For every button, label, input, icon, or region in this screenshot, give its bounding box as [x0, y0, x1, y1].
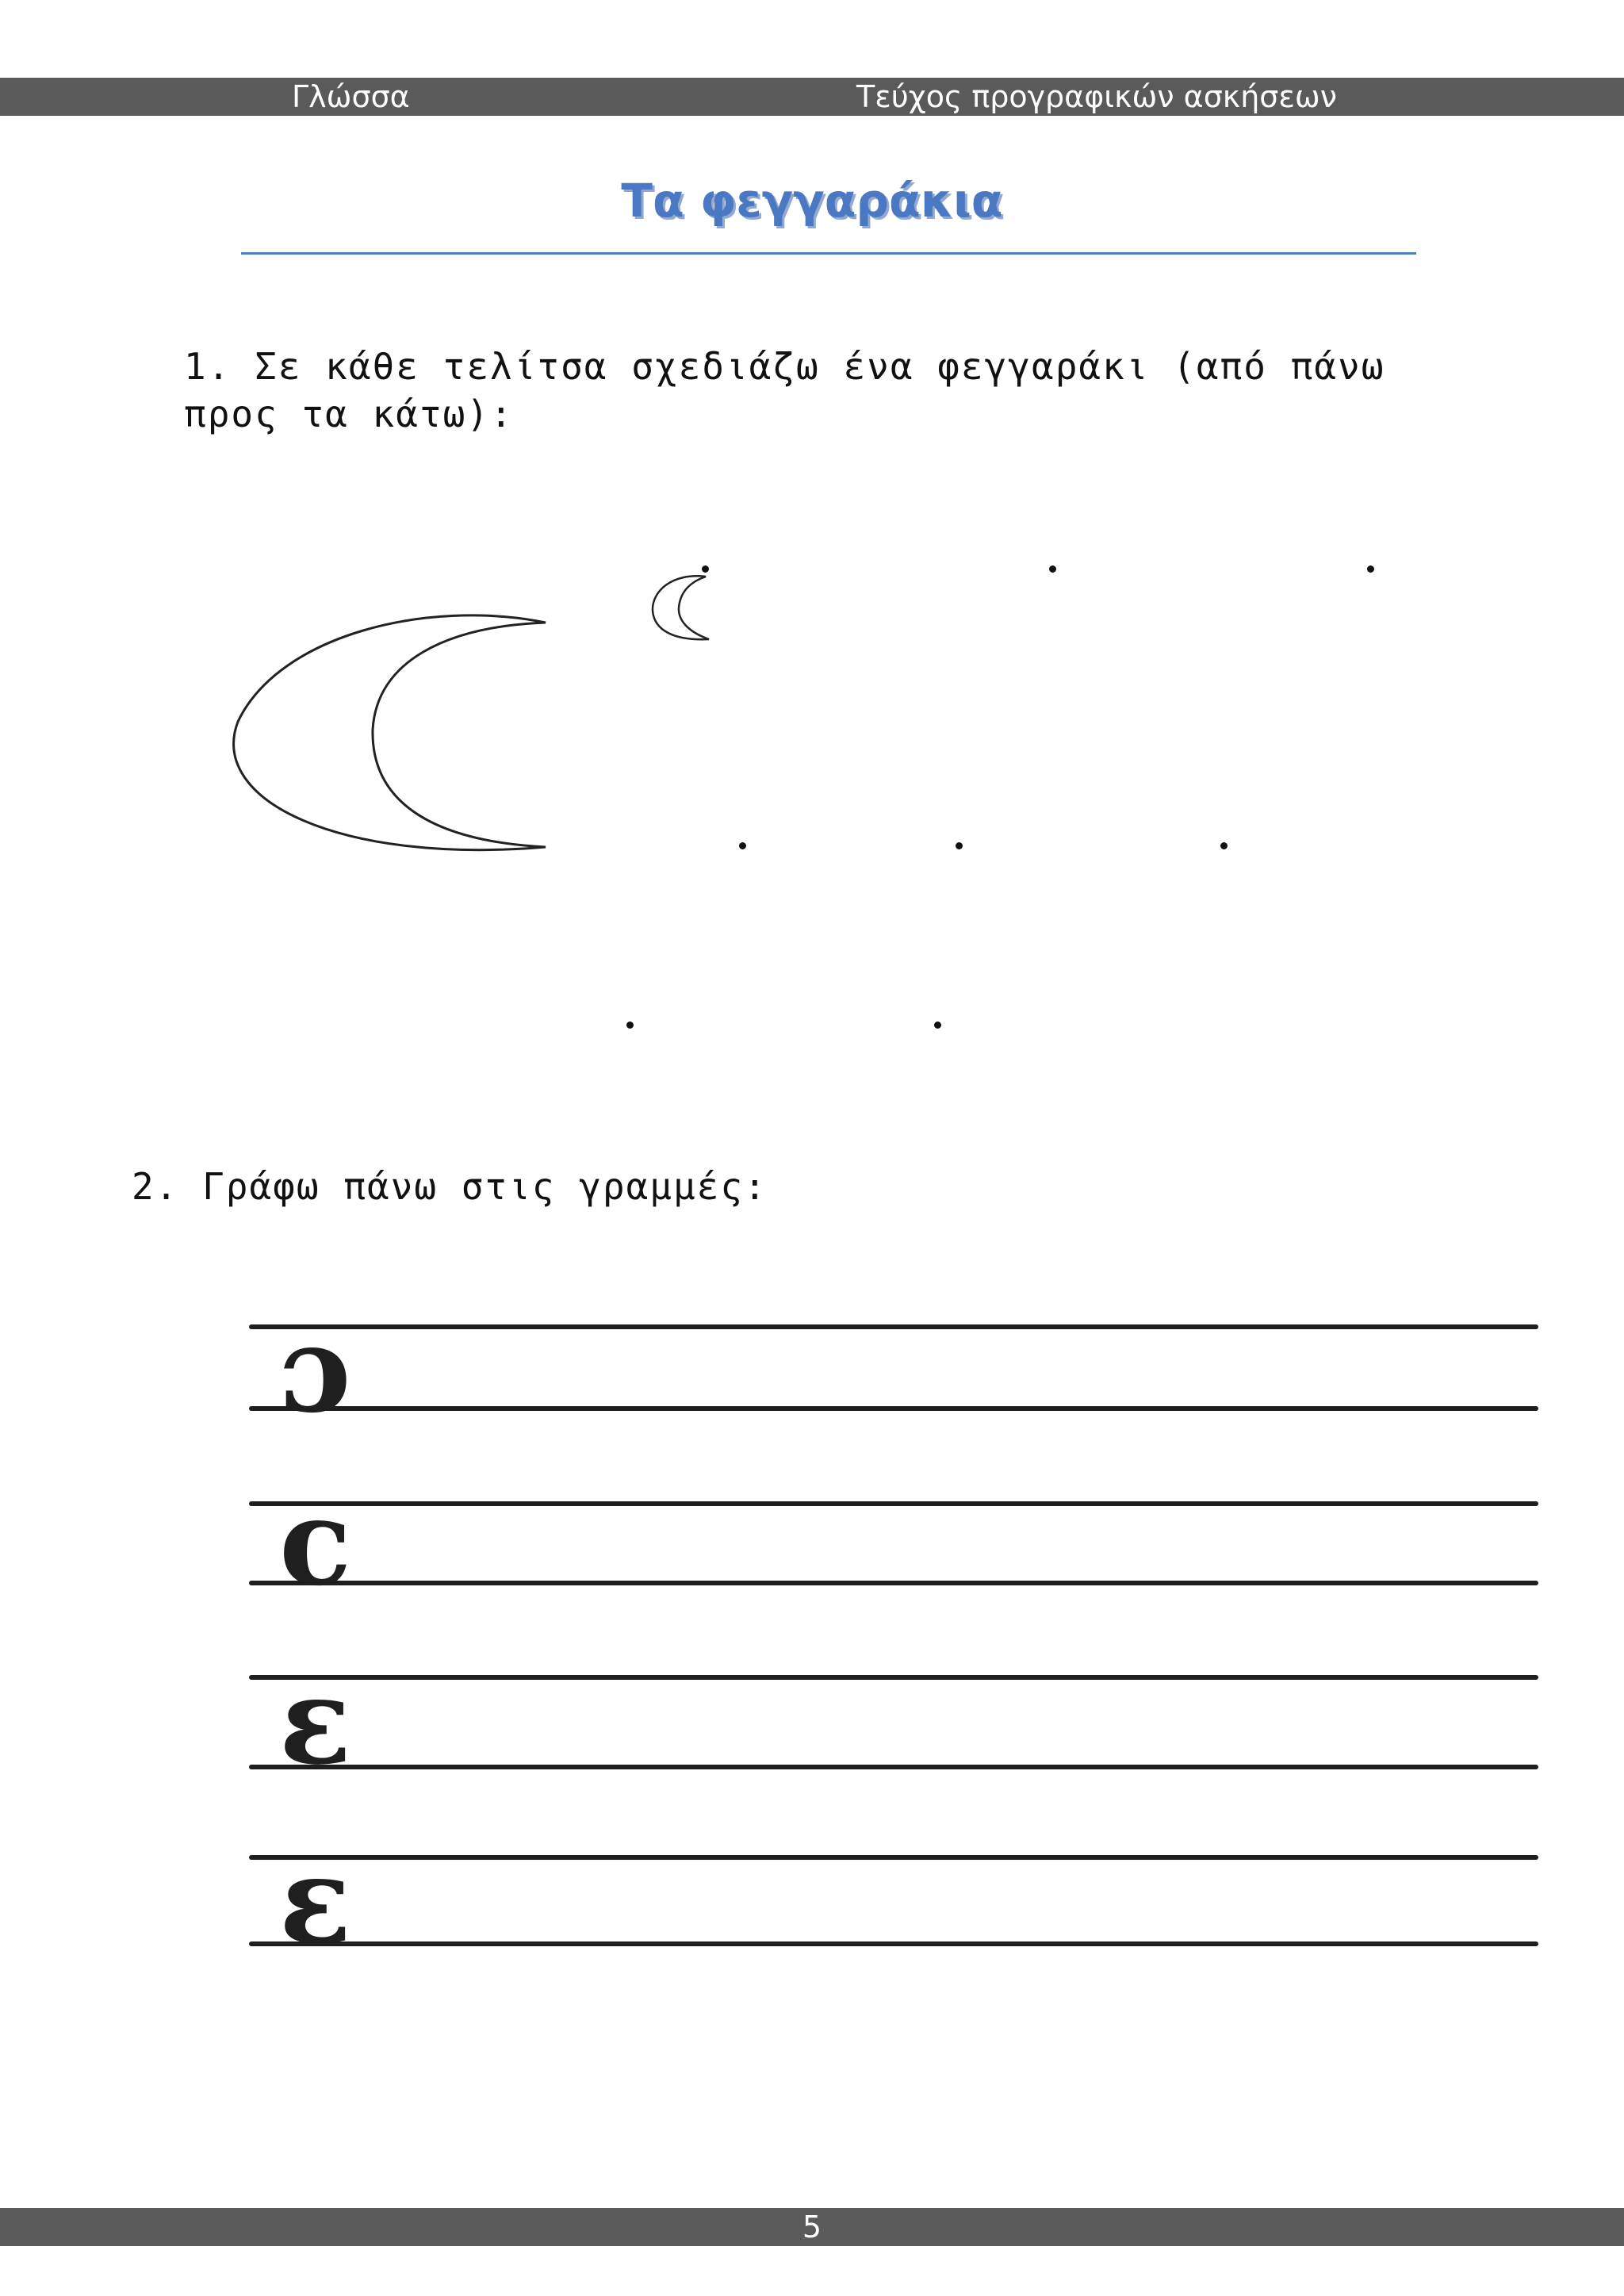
- writing-line-top: [249, 1675, 1538, 1680]
- writing-line-base: [249, 1406, 1538, 1411]
- large-moon-icon: [234, 615, 546, 850]
- writing-line-top: [249, 1324, 1538, 1329]
- writing-line-base: [249, 1941, 1538, 1946]
- small-moon-icon: [653, 576, 709, 639]
- model-letter: ε: [279, 1652, 352, 1792]
- tracing-dot: [626, 1022, 634, 1029]
- tracing-dot: [934, 1022, 941, 1029]
- page-title: Τα φεγγαράκια: [621, 174, 1003, 228]
- writing-line-top: [249, 1501, 1538, 1506]
- model-letter: ε: [279, 1831, 352, 1971]
- model-letter: ɔ: [279, 1300, 352, 1439]
- tracing-dot: [1367, 565, 1374, 573]
- tracing-dot: [1049, 565, 1056, 573]
- exercise-1-instruction: 1. Σε κάθε τελίτσα σχεδιάζω ένα φεγγαράκι (από πάνω προς τα κάτω):: [184, 345, 1385, 435]
- tracing-dot: [739, 842, 746, 849]
- tracing-dot: [702, 565, 709, 573]
- moon-illustrations: [0, 0, 1624, 1110]
- tracing-dot: [956, 842, 963, 849]
- page-number: 5: [802, 2210, 822, 2244]
- header-subject: Γλώσσα: [292, 79, 410, 114]
- header-booklet-title: Τεύχος προγραφικών ασκήσεων: [856, 79, 1337, 114]
- exercise-2-instruction: 2. Γράφω πάνω στις γραμμές:: [132, 1165, 768, 1208]
- tracing-dot: [1220, 842, 1228, 849]
- writing-line-base: [249, 1581, 1538, 1585]
- writing-line-base: [249, 1765, 1538, 1769]
- writing-line-top: [249, 1855, 1538, 1860]
- model-letter: c: [279, 1473, 352, 1612]
